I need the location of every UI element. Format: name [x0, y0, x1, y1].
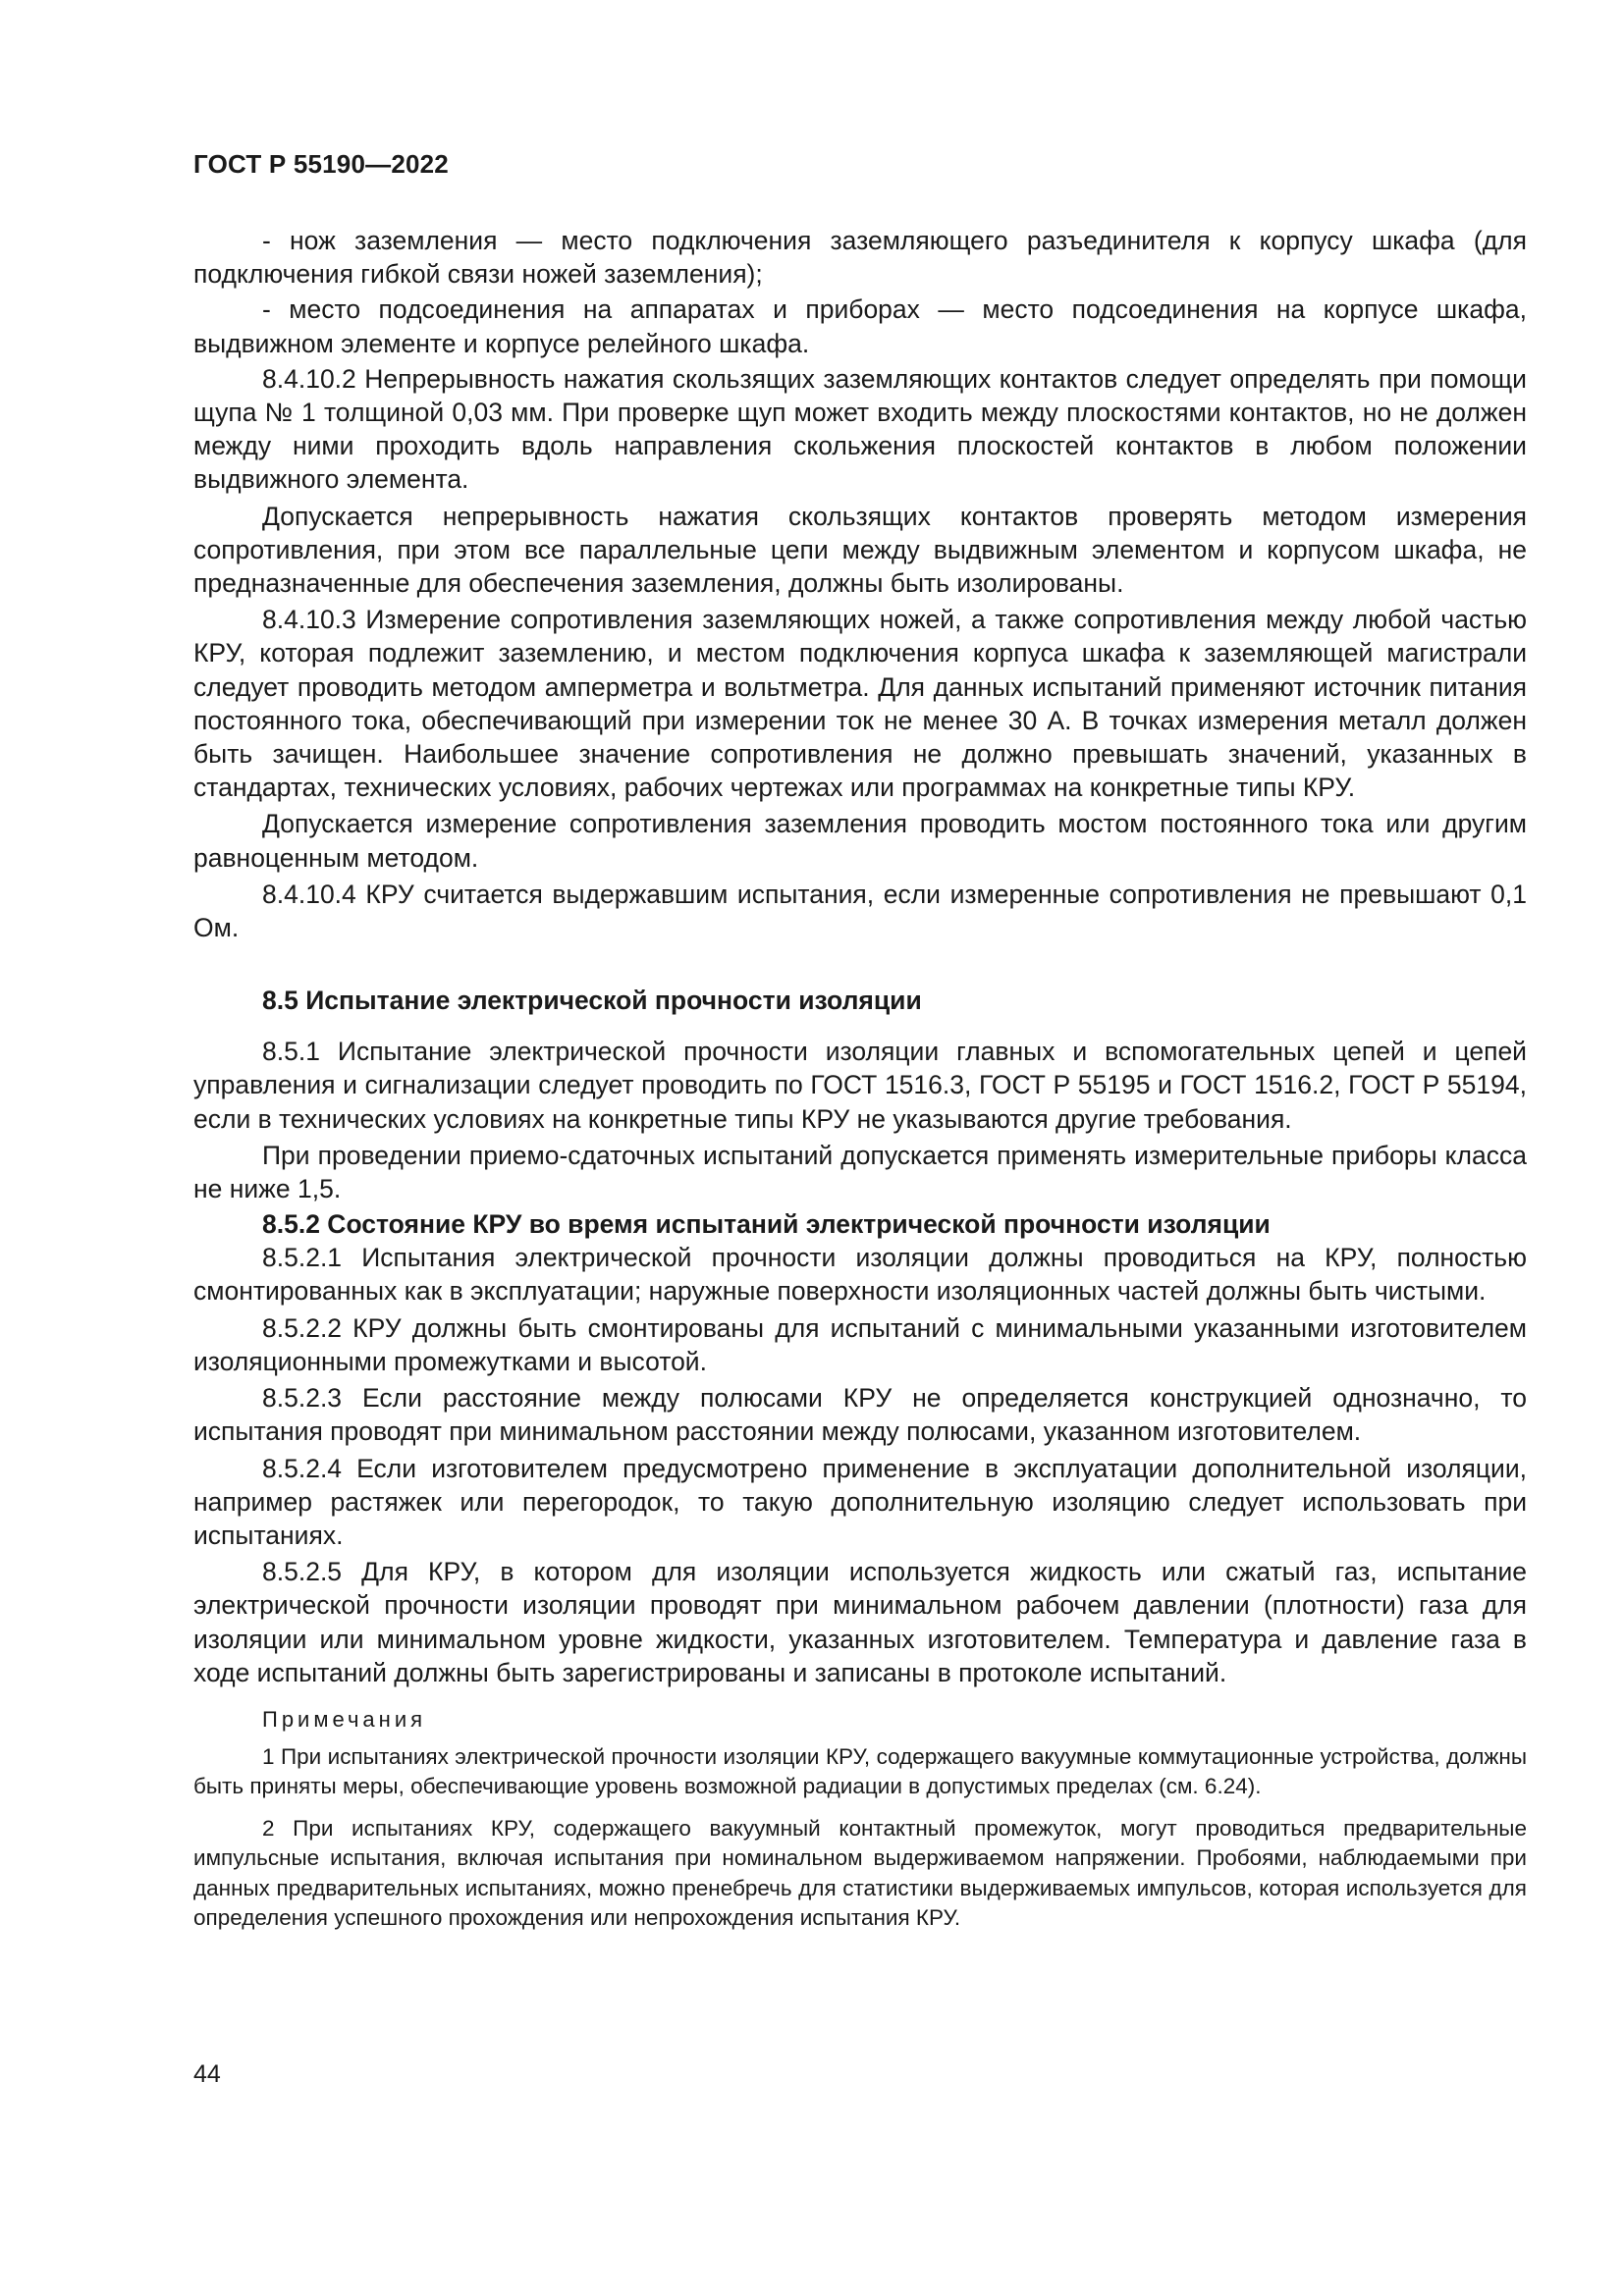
section-heading-8-5-2: 8.5.2 Состояние КРУ во время испытаний электрической прочности изоляции [262, 1209, 1271, 1240]
notes-title: Примечания [262, 1706, 427, 1732]
paragraph-bridge-method: Допускается измерение сопротивления заземления проводить мостом постоянного тока или другим равноценным методом. [193, 809, 1527, 873]
paragraph-continuity-resistance: Допускается непрерывность нажатия скользящих контактов проверять методом измерения сопротивления, при этом все параллельные цепи между выдвижным элементом и корпусом шкафа, не предназначенные для обеспечения заземления, должны быть изолированы. [193, 501, 1527, 599]
paragraph-8-5-2-1: 8.5.2.1 Испытания электрической прочности изоляции должны проводиться на КРУ, полностью смонтированных как в эксплуатации; наружные поверхности изоляционных частей должны быть чистыми. [193, 1243, 1527, 1307]
page-body [193, 224, 1527, 1946]
paragraph-8-5-2-4: 8.5.2.4 Если изготовителем предусмотрено применение в эксплуатации дополнительной изоляции, например растяжек или перегородок, то такую дополнительную изоляцию следует использовать при испытаниях. [193, 1453, 1527, 1550]
paragraph-8-4-10-4: 8.4.10.4 КРУ считается выдержавшим испытания, если измеренные сопротивления не превышают 0,1 Ом. [193, 879, 1527, 943]
paragraph-measuring-instruments: При проведении приемо-сдаточных испытаний допускается применять измерительные приборы класса не ниже 1,5. [193, 1140, 1527, 1204]
note-2: 2 При испытаниях КРУ, содержащего вакуумный контактный промежуток, могут проводиться предварительные импульсные испытания, включая испытания при номинальном выдерживаемом напряжении. Пробоями, наблюдаемыми при данных предварительных испытаниях, можно пренебречь для статистики выдерживаемых импульсов, которая используется для определения успешного прохождения или непрохождения испытания КРУ. [193, 1815, 1527, 1931]
page-number: 44 [193, 2060, 221, 2088]
paragraph-8-5-2-5: 8.5.2.5 Для КРУ, в котором для изоляции используется жидкость или сжатый газ, испытание электрической прочности изоляции проводят при минимальном рабочем давлении (плотности) газа для изоляции или минимальном уровне жидкости, указанных изготовителем. Температура и давление газа в ходе испытаний должны быть зарегистрированы и записаны в протоколе испытаний. [193, 1557, 1527, 1687]
paragraph-8-4-10-3: 8.4.10.3 Измерение сопротивления заземляющих ножей, а также сопротивления между любой частью КРУ, которая подлежит заземлению, и местом подключения корпуса шкафа к заземляющей магистрали следует проводить методом амперметра и вольтметра. Для данных испытаний применяют источник питания постоянного тока, обеспечивающий при измерении ток не менее 30 А. В точках измерения металл должен быть зачищен. Наибольшее значение сопротивления не должно превышать значений, указанных в стандартах, технических условиях, рабочих чертежах или программах на конкретные типы КРУ. [193, 605, 1527, 803]
paragraph-8-4-10-2: 8.4.10.2 Непрерывность нажатия скользящих заземляющих контактов следует определять при помощи щупа № 1 толщиной 0,03 мм. При проверке щуп может входить между плоскостями контактов, но не должен между ними проходить вдоль направления скольжения плоскостей контактов в любом положении выдвижного элемента. [193, 363, 1527, 495]
paragraph-connection-point: - место подсоединения на аппаратах и приборах — место подсоединения на корпусе шкафа, выдвижном элементе и корпусе релейного шкафа. [193, 294, 1527, 358]
section-heading-8-5: 8.5 Испытание электрической прочности изоляции [262, 986, 922, 1016]
paragraph-8-5-1: 8.5.1 Испытание электрической прочности изоляции главных и вспомогательных цепей и цепей управления и сигнализации следует проводить по ГОСТ 1516.3, ГОСТ Р 55195 и ГОСТ 1516.2, ГОСТ Р 55194, если в технических условиях на конкретные типы КРУ не указываются другие требования. [193, 1037, 1527, 1134]
paragraph-8-5-2-3: 8.5.2.3 Если расстояние между полюсами КРУ не определяется конструкцией однозначно, то испытания проводят при минимальном расстоянии между полюсами, указанном изготовителем. [193, 1383, 1527, 1447]
standard-header: ГОСТ Р 55190—2022 [193, 149, 449, 179]
paragraph-grounding-knife: - нож заземления — место подключения заземляющего разъединителя к корпусу шкафа (для подключения гибкой связи ножей заземления); [193, 226, 1527, 290]
paragraph-8-5-2-2: 8.5.2.2 КРУ должны быть смонтированы для испытаний с минимальными указанными изготовителем изоляционными промежутками и высотой. [193, 1312, 1527, 1376]
note-1: 1 При испытаниях электрической прочности изоляции КРУ, содержащего вакуумные коммутационные устройства, должны быть приняты меры, обеспечивающие уровень возможной радиации в допустимых пределах (см. 6.24). [193, 1743, 1527, 1799]
